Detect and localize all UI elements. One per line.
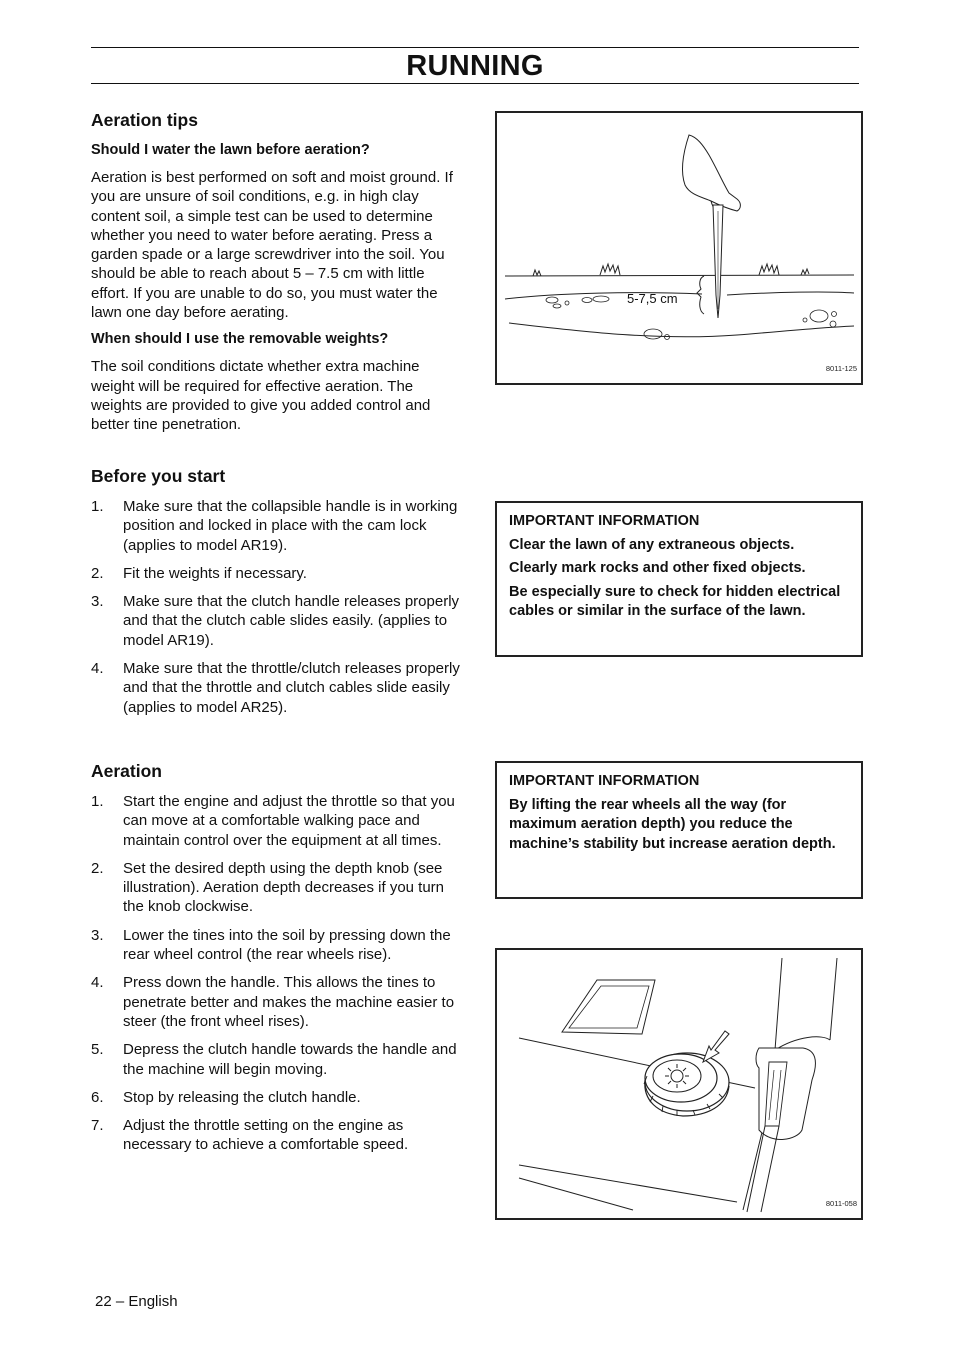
info-line: Be especially sure to check for hidden electrical cables or similar in the surface of the lawn. <box>509 583 841 619</box>
step-number: 2. <box>91 564 104 582</box>
before-start-section <box>91 465 461 726</box>
list-item <box>91 1116 461 1155</box>
step-text: Make sure that the throttle/clutch releases properly and that the throttle and clutch cables slide easily (applies to model AR25). <box>123 660 460 716</box>
aeration-tips-heading: Aeration tips <box>91 110 198 130</box>
info-heading: IMPORTANT INFORMATION <box>509 773 700 789</box>
list-item <box>91 926 461 965</box>
page-title: RUNNING <box>406 50 544 82</box>
step-number: 3. <box>91 593 104 611</box>
list-item <box>91 659 461 717</box>
step-number: 4. <box>91 660 104 678</box>
step-text: Adjust the throttle setting on the engine as necessary to achieve a comfortable speed. <box>123 1117 409 1154</box>
step-text: Stop by releasing the clutch handle. <box>123 1088 361 1106</box>
list-item <box>91 973 461 1031</box>
aeration-heading: Aeration <box>91 761 162 781</box>
list-item <box>91 859 461 917</box>
soil-test-illustration <box>495 111 863 385</box>
step-text: Start the engine and adjust the throttle so that you can move at a comfortable walking pace and maintain control over the equipment at all times. <box>123 793 455 849</box>
info-line: By lifting the rear wheels all the way (for maximum aeration depth) you reduce the machine’s stability but increase aeration depth. <box>509 797 836 852</box>
aeration-tips-section <box>91 109 461 435</box>
important-info-box-1 <box>495 501 863 657</box>
list-item <box>91 792 461 850</box>
depth-knob-drawing <box>497 950 861 1218</box>
step-text: Press down the handle. This allows the tines to penetrate better and makes the machine easier to steer (the front wheel rises). <box>123 974 455 1030</box>
before-start-list <box>91 497 461 717</box>
before-start-heading: Before you start <box>91 466 226 486</box>
step-number: 7. <box>91 1117 104 1135</box>
header-rule-top <box>91 47 859 48</box>
question-weights: When should I use the removable weights? <box>91 331 389 348</box>
list-item <box>91 592 461 650</box>
info-line: Clearly mark rocks and other fixed objects. <box>509 560 806 577</box>
list-item <box>91 1088 461 1107</box>
important-info-box-2 <box>495 761 863 899</box>
aeration-section <box>91 760 461 1164</box>
list-item <box>91 1040 461 1079</box>
answer-weights: The soil conditions dictate whether extra machine weight will be required for effective aeration. The weights are provided to give you added control and better tine penetration. <box>91 358 431 434</box>
answer-water: Aeration is best performed on soft and moist ground. If you are unsure of soil conditions, e.g. in high clay content soil, a simple test can be used to determine whether you need to water before aerating. Press a garden spade or a large screwdriver into the soil. You should be able to reach about 5 – 7.5 cm with little effort. If you are unable to do so, you must water the lawn one day before aerating. <box>91 169 453 322</box>
header-rule-bottom <box>91 83 859 84</box>
step-number: 1. <box>91 498 104 515</box>
list-item <box>91 564 461 583</box>
depth-label: 5-7,5 cm <box>627 291 678 306</box>
step-text: Make sure that the clutch handle releases properly and that the clutch cable slides easily. (applies to model AR19). <box>123 593 460 649</box>
aeration-list <box>91 792 461 1155</box>
step-text: Make sure that the collapsible handle is in working position and locked in place with the cam lock (applies to model AR19). <box>123 498 458 554</box>
depth-knob-illustration <box>495 948 863 1220</box>
figure1-code: 8011-125 <box>825 364 857 373</box>
step-text: Lower the tines into the soil by pressing down the rear wheel control (the rear wheels rise). <box>123 926 451 964</box>
step-text: Set the desired depth using the depth knob (see illustration). Aeration depth decreases if you turn the knob clockwise. <box>123 859 445 916</box>
info-line: Clear the lawn of any extraneous objects. <box>509 537 795 553</box>
step-number: 3. <box>91 926 104 944</box>
list-item <box>91 497 461 555</box>
step-number: 6. <box>91 1088 104 1106</box>
step-number: 2. <box>91 859 104 877</box>
step-number: 4. <box>91 974 104 992</box>
step-number: 1. <box>91 793 104 810</box>
step-number: 5. <box>91 1041 104 1059</box>
step-text: Fit the weights if necessary. <box>123 564 307 582</box>
page-footer: 22 – English <box>95 1293 178 1310</box>
info-heading: IMPORTANT INFORMATION <box>509 513 700 529</box>
question-water: Should I water the lawn before aeration? <box>91 142 370 158</box>
soil-test-drawing <box>497 113 861 383</box>
figure2-code: 8011-058 <box>825 1199 857 1208</box>
step-text: Depress the clutch handle towards the handle and the machine will begin moving. <box>123 1041 457 1078</box>
